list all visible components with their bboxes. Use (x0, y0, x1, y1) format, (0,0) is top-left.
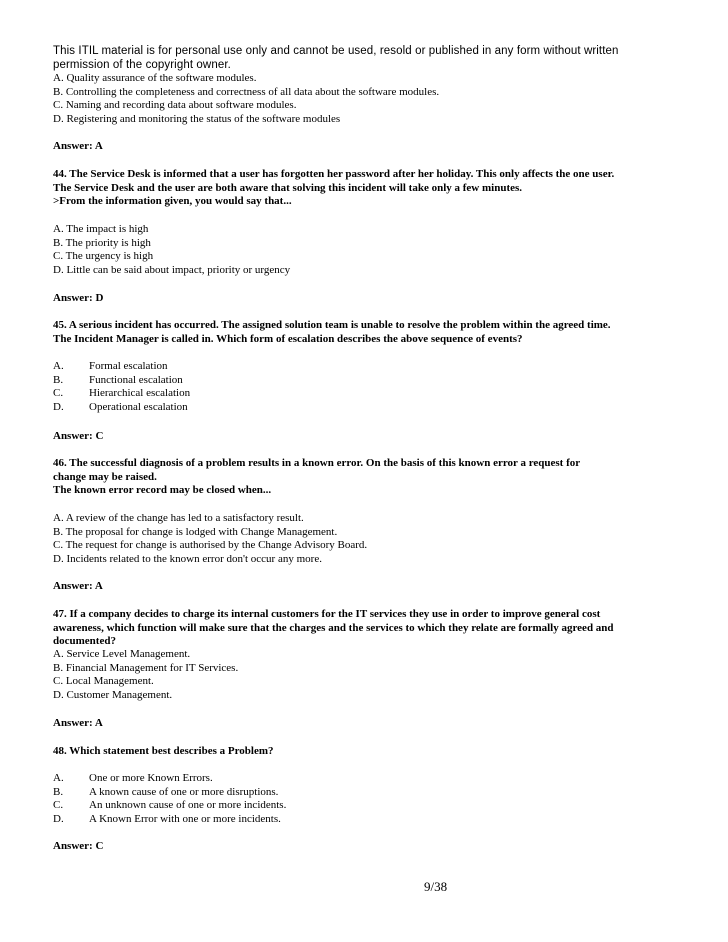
option: D. Incidents related to the known error don't occur any more. (53, 552, 322, 565)
option: C. The urgency is high (53, 250, 154, 262)
option (53, 401, 703, 415)
question-line: 45. A serious incident has occurred. The assigned solution team is unable to resolve the problem within the agreed time. (53, 319, 611, 331)
option-letter: D. (53, 400, 64, 413)
option: D. Little can be said about impact, priority or urgency (53, 263, 291, 276)
notice-line: This ITIL material is for personal use only and cannot be used, resold or published in any form without written (53, 45, 619, 57)
option-text: Operational escalation (89, 400, 188, 413)
option: A. A review of the change has led to a satisfactory result. (53, 512, 304, 524)
q48-answer: Answer: C (53, 840, 104, 852)
copyright-notice (53, 44, 693, 72)
option-letter: B. (53, 785, 64, 798)
question-line: >From the information given, you would say that... (53, 195, 292, 207)
option-text: Hierarchical escalation (89, 387, 191, 399)
option: D. Registering and monitoring the status of the software modules (53, 112, 341, 125)
option-letter: D. (53, 812, 64, 825)
question-line: change may be raised. (53, 470, 157, 483)
question-line: documented? (53, 635, 116, 647)
option: A. The impact is high (53, 223, 149, 235)
q44-question (53, 168, 703, 209)
option: A. Quality assurance of the software modules. (53, 72, 257, 84)
option-text: A Known Error with one or more incidents. (89, 812, 281, 825)
option: B. Financial Management for IT Services. (53, 661, 239, 674)
q43-answer: Answer: A (53, 140, 103, 152)
option-letter: C. (53, 799, 64, 811)
option: C. Local Management. (53, 675, 154, 687)
option (53, 772, 703, 786)
option-text: An unknown cause of one or more incidents. (89, 799, 287, 811)
option-letter: A. (53, 360, 64, 372)
q47-question (53, 608, 703, 649)
question-line: 44. The Service Desk is informed that a user has forgotten her password after her holiday. This only affects the one user. (53, 168, 615, 180)
question-line: 47. If a company decides to charge its internal customers for the IT services they use in order to improve general cost (53, 608, 601, 620)
option (53, 786, 703, 800)
option-letter: A. (53, 772, 64, 784)
q44-answer: Answer: D (53, 292, 104, 304)
q48-question (53, 745, 703, 759)
question-line: The known error record may be closed when... (53, 484, 272, 496)
q46-answer: Answer: A (53, 580, 103, 592)
option (53, 387, 703, 401)
q48-options (53, 772, 703, 826)
option (53, 799, 703, 813)
question-line: awareness, which function will make sure that the charges and the services to which they relate are formally agreed and (53, 621, 614, 634)
option (53, 360, 703, 374)
option-letter: B. (53, 373, 64, 386)
option (53, 374, 703, 388)
option: B. Controlling the completeness and correctness of all data about the software modules. (53, 85, 440, 98)
option: C. Naming and recording data about software modules. (53, 99, 297, 111)
q44-options (53, 223, 703, 277)
option: A. Service Level Management. (53, 648, 191, 660)
q47-options (53, 648, 703, 702)
question-line: 48. Which statement best describes a Problem? (53, 745, 274, 757)
q46-question (53, 457, 703, 498)
option: B. The priority is high (53, 236, 151, 249)
option: C. The request for change is authorised by the Change Advisory Board. (53, 539, 368, 551)
question-line: The Service Desk and the user are both aware that solving this incident will take only a few minutes. (53, 181, 523, 194)
q47-answer: Answer: A (53, 717, 103, 729)
q45-options (53, 360, 703, 414)
option: D. Customer Management. (53, 688, 173, 701)
question-line: The Incident Manager is called in. Which form of escalation describes the above sequence of events? (53, 332, 523, 345)
option-text: Functional escalation (89, 373, 183, 386)
option-letter: C. (53, 387, 64, 399)
q45-question (53, 319, 703, 346)
option-text: Formal escalation (89, 360, 168, 372)
option-text: One or more Known Errors. (89, 772, 213, 784)
page-number: 9/38 (424, 879, 448, 894)
q46-options (53, 512, 703, 566)
q45-answer: Answer: C (53, 430, 104, 442)
option-text: A known cause of one or more disruptions. (89, 785, 279, 798)
option: B. The proposal for change is lodged with Change Management. (53, 525, 338, 538)
question-line: 46. The successful diagnosis of a problem results in a known error. On the basis of this known error a request for (53, 457, 581, 469)
notice-line: permission of the copyright owner. (53, 59, 231, 71)
q43-options (53, 72, 703, 126)
option (53, 813, 703, 827)
